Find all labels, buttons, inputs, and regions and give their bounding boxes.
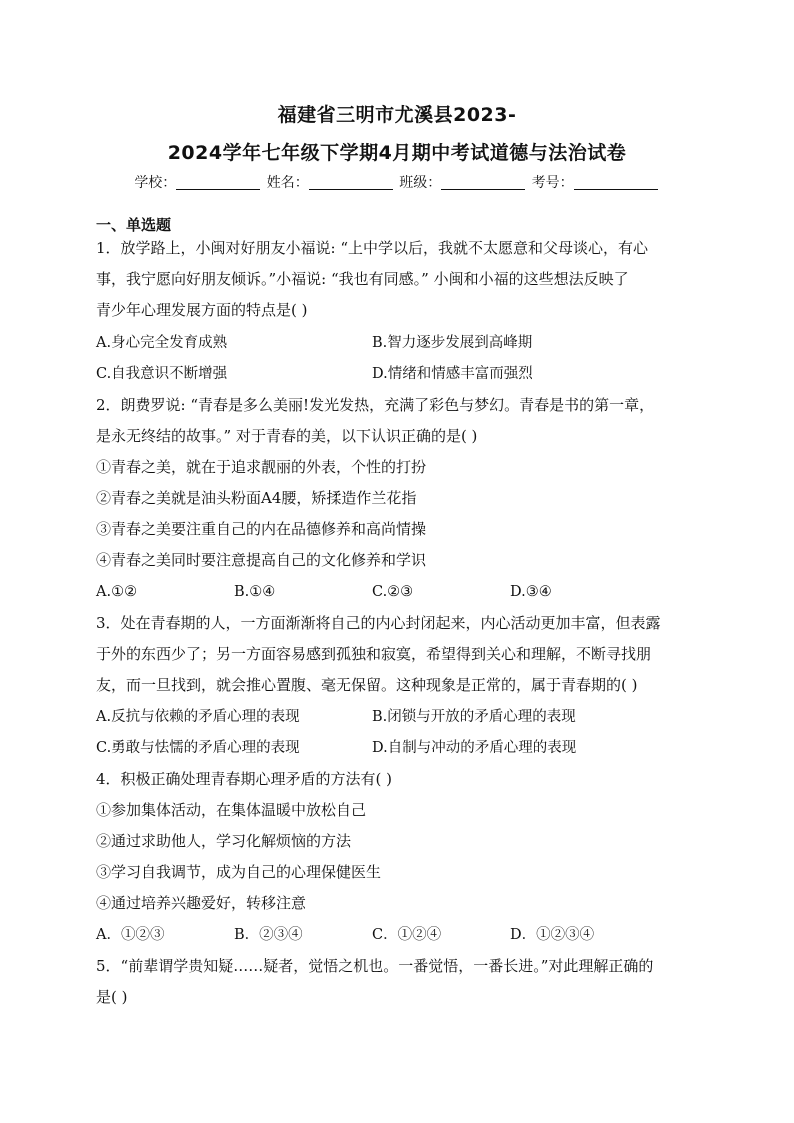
question-3-option-d[interactable]: D.自制与冲动的矛盾心理的表现 [372, 740, 577, 756]
question-1-option-a[interactable]: A.身心完全发育成熟 [96, 335, 228, 351]
question-2-statement-2: ②青春之美就是油头粉面A4腰，矫揉造作兰花指 [96, 489, 417, 507]
question-2-option-c[interactable]: C.②③ [372, 584, 414, 600]
class-label: 班级： [399, 175, 442, 191]
question-3-line-2: 于外的东西少了；另一方面容易感到孤独和寂寞，希望得到关心和理解，不断寻找朋 [96, 645, 652, 663]
question-4-option-c[interactable]: C．①②④ [372, 927, 442, 943]
section-title: 一、单选题 [96, 216, 172, 234]
question-2-statement-1: ①青春之美，就在于追求靓丽的外表，个性的打扮 [96, 458, 427, 476]
question-4-statement-4: ④通过培养兴趣爱好，转移注意 [96, 894, 307, 912]
question-2-option-d[interactable]: D.③④ [510, 584, 552, 600]
class-blank[interactable] [441, 175, 525, 190]
exam-number-blank[interactable] [574, 175, 658, 190]
student-info-row [0, 172, 794, 192]
question-1-option-c[interactable]: C.自我意识不断增强 [96, 366, 228, 382]
question-5-line-2: 是( ) [96, 988, 128, 1006]
title-line-2: 2024学年七年级下学期4月期中考试道德与法治试卷 [167, 142, 627, 164]
question-3-option-c[interactable]: C.勇敢与怯懦的矛盾心理的表现 [96, 740, 300, 756]
question-4-statement-3: ③学习自我调节，成为自己的心理保健医生 [96, 863, 382, 881]
question-4-statement-1: ①参加集体活动，在集体温暖中放松自己 [96, 801, 367, 819]
question-2-statement-3: ③青春之美要注重自己的内在品德修养和高尚情操 [96, 520, 427, 538]
question-4-line-1: 4．积极正确处理青春期心理矛盾的方法有( ) [96, 770, 393, 788]
question-1-line-2: 事，我宁愿向好朋友倾诉。”小福说: “我也有同感。” 小闽和小福的这些想法反映了 [96, 270, 629, 288]
question-5-line-1: 5．“前辈谓学贵知疑……疑者，觉悟之机也。一番觉悟，一番长进。”对此理解正确的 [96, 957, 654, 975]
title-line-1: 福建省三明市尤溪县2023- [277, 104, 517, 126]
name-blank[interactable] [309, 175, 393, 190]
school-label: 学校： [134, 175, 177, 191]
name-label: 姓名： [266, 175, 309, 191]
question-2-option-b[interactable]: B.①④ [234, 584, 276, 600]
question-2-option-a[interactable]: A.①② [96, 584, 138, 600]
question-1-option-b[interactable]: B.智力逐步发展到高峰期 [372, 335, 533, 351]
question-4-option-b[interactable]: B．②③④ [234, 927, 303, 943]
question-2-line-1: 2．朗费罗说: “青春是多么美丽!发光发热，充满了彩色与梦幻。青春是书的第一章， [96, 396, 655, 414]
question-1-line-1: 1．放学路上，小闽对好朋友小福说: “上中学以后，我就不太愿意和父母谈心，有心 [96, 239, 649, 257]
question-3-option-a[interactable]: A.反抗与依赖的矛盾心理的表现 [96, 709, 300, 725]
question-3-line-3: 友，而一旦找到，就会推心置腹、毫无保留。这种现象是正常的，属于青春期的( ) [96, 676, 638, 694]
exam-number-label: 考号： [531, 175, 574, 191]
question-4-option-d[interactable]: D．①②③④ [510, 927, 595, 943]
question-4-statement-2: ②通过求助他人，学习化解烦恼的方法 [96, 832, 352, 850]
question-1-line-3: 青少年心理发展方面的特点是( ) [96, 301, 308, 319]
question-3-line-1: 3．处在青春期的人，一方面渐渐将自己的内心封闭起来，内心活动更加丰富，但表露 [96, 614, 661, 632]
question-4-option-a[interactable]: A．①②③ [96, 927, 165, 943]
question-2-statement-4: ④青春之美同时要注意提高自己的文化修养和学识 [96, 551, 427, 569]
question-3-option-b[interactable]: B.闭锁与开放的矛盾心理的表现 [372, 709, 576, 725]
school-blank[interactable] [176, 175, 260, 190]
question-1-option-d[interactable]: D.情绪和情感丰富而强烈 [372, 366, 533, 382]
question-2-line-2: 是永无终结的故事。” 对于青春的美，以下认识正确的是( ) [96, 427, 478, 445]
